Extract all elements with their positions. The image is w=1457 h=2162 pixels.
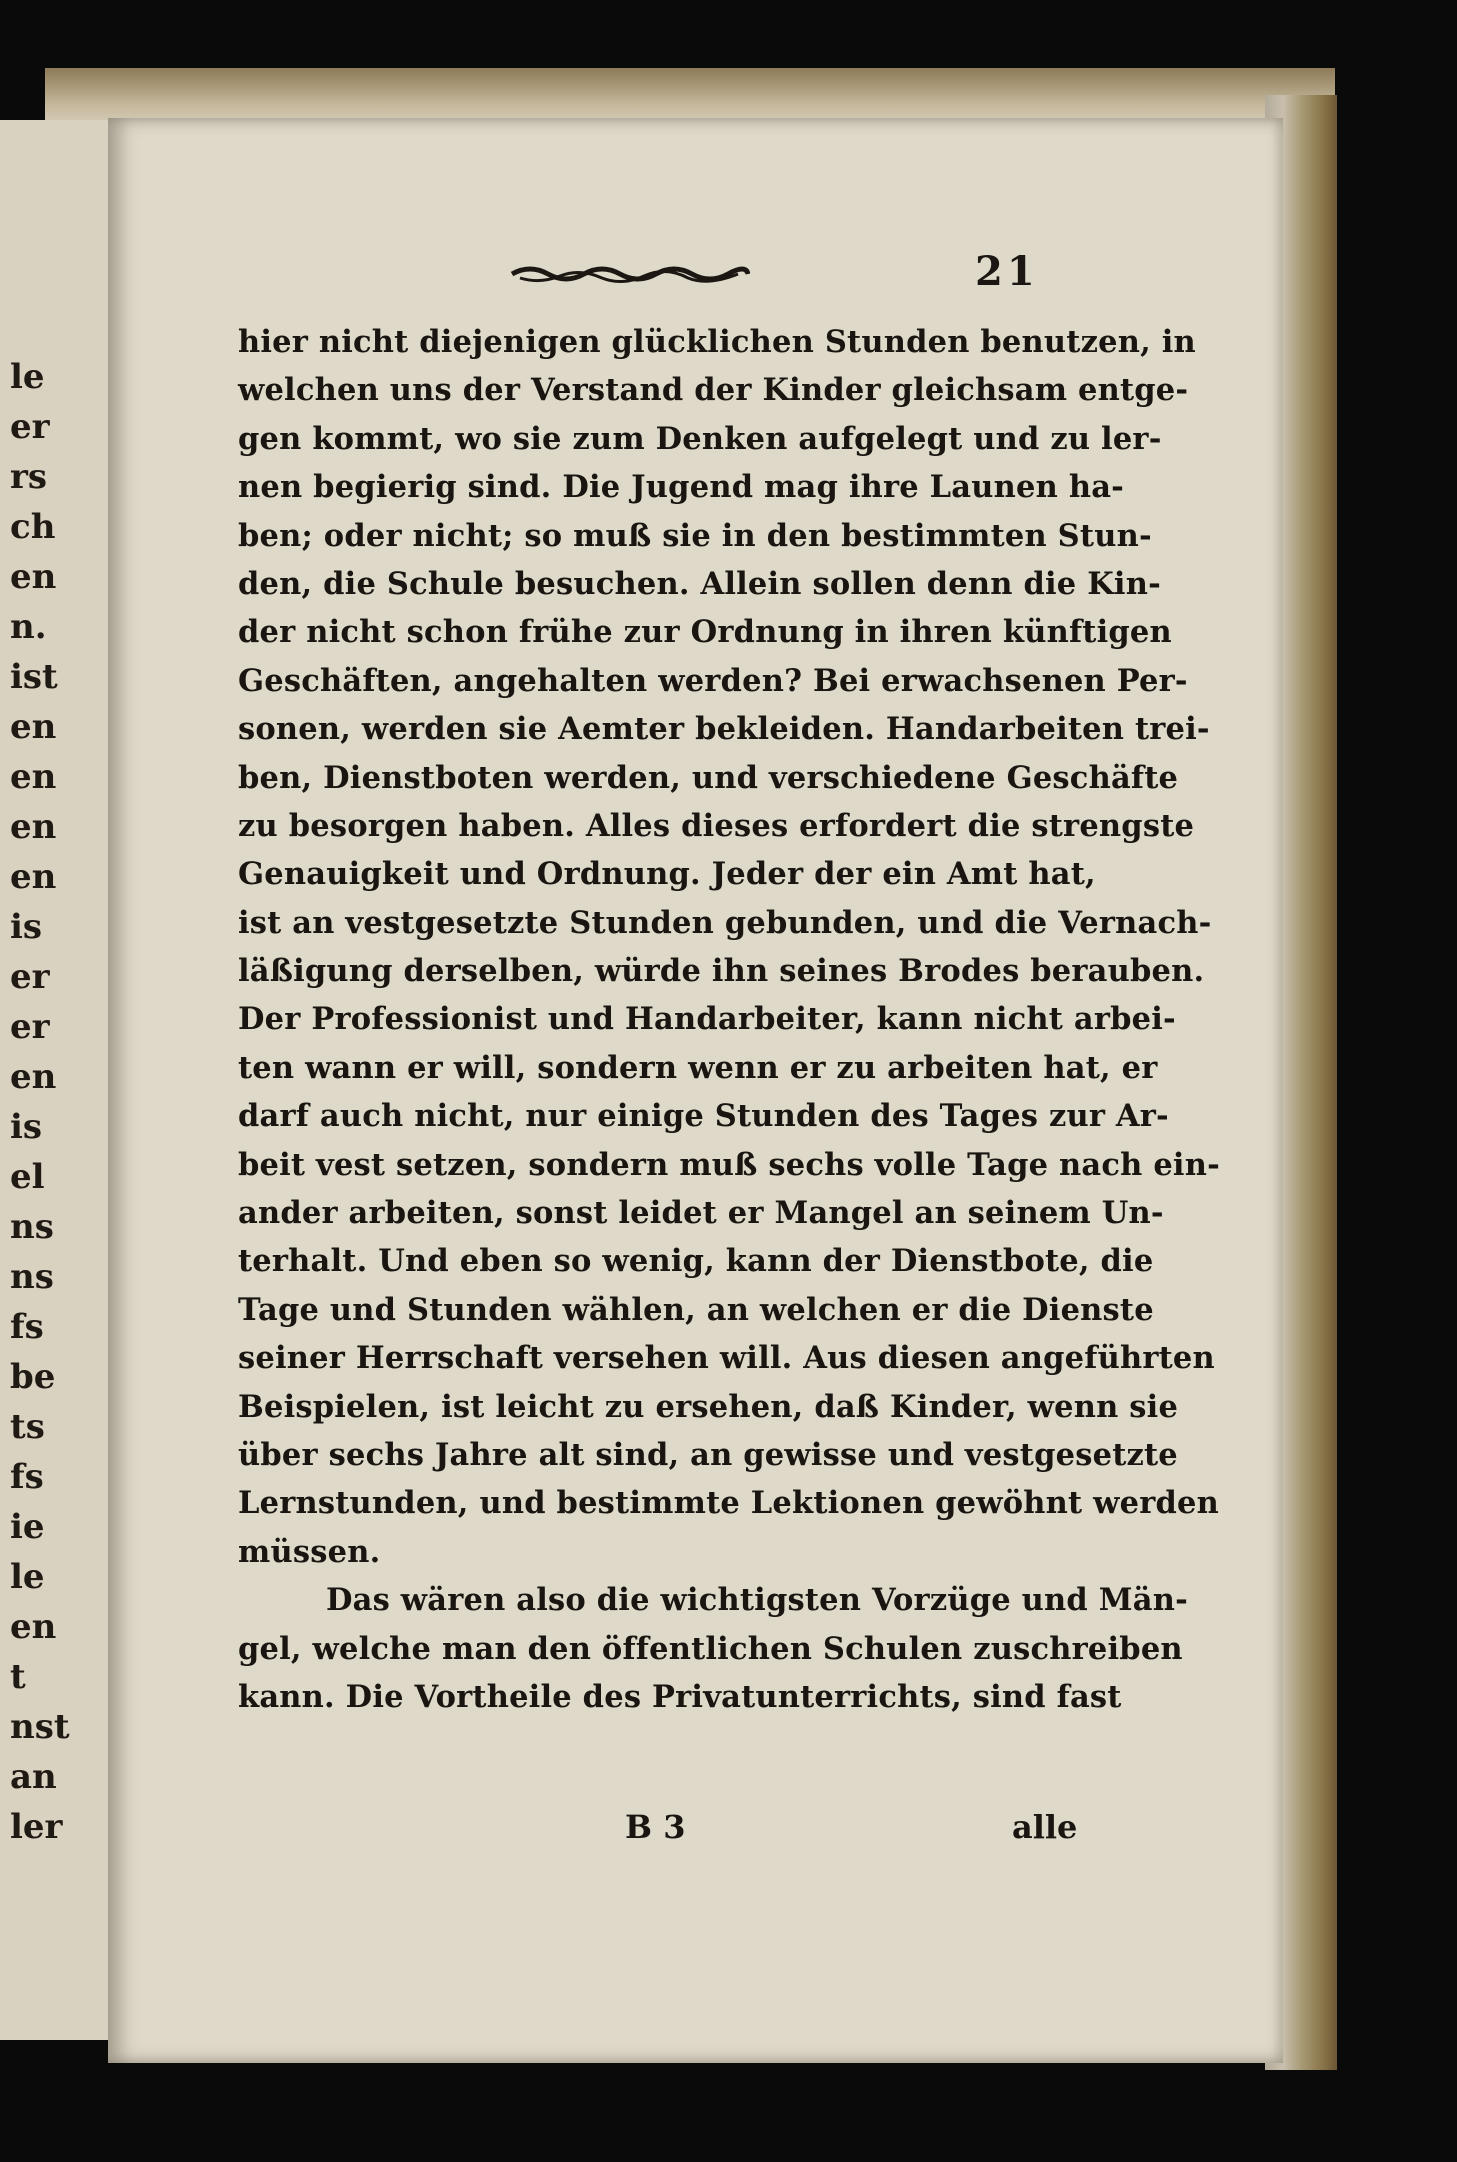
prev-page-fragment: ch [10, 507, 56, 547]
text-line: seiner Herrschaft versehen will. Aus diesen angeführten [238, 1340, 1215, 1377]
prev-page-fragment: ist [10, 657, 58, 697]
prev-page-fragment: ts [10, 1407, 45, 1447]
prev-page-fragment: ns [10, 1207, 54, 1247]
text-line: ben, Dienstboten werden, und verschiedene Geschäfte [238, 759, 1179, 796]
page-number: 21 [975, 248, 1039, 295]
text-line: den, die Schule besuchen. Allein sollen denn die Kin- [238, 565, 1161, 602]
prev-page-fragment: is [10, 907, 43, 947]
prev-page-fragment: ler [10, 1807, 63, 1847]
text-line: Geschäften, angehalten werden? Bei erwachsenen Per- [238, 662, 1188, 699]
prev-page-fragment: ie [10, 1507, 45, 1547]
text-line: hier nicht diejenigen glücklichen Stunden benutzen, in [238, 324, 1196, 360]
text-line: der nicht schon frühe zur Ordnung in ihren künftigen [238, 614, 1172, 651]
prev-page-fragment: fs [10, 1307, 44, 1347]
prev-page-fragment: en [10, 707, 57, 747]
text-line: zu besorgen haben. Alles dieses erfordert die strengste [238, 807, 1195, 844]
text-line: ist an vestgesetzte Stunden gebunden, und die Vernach- [238, 904, 1212, 941]
text-line: Beispielen, ist leicht zu ersehen, daß Kinder, wenn sie [238, 1388, 1179, 1425]
text-line: Der Professionist und Handarbeiter, kann nicht arbei- [238, 1001, 1176, 1038]
text-line: ten wann er will, sondern wenn er zu arbeiten hat, er [238, 1049, 1158, 1086]
text-line: gen kommt, wo sie zum Denken aufgelegt und zu ler- [238, 420, 1162, 457]
previous-page-edge [0, 120, 124, 2040]
body-text [238, 318, 1220, 1721]
prev-page-fragment: le [10, 1557, 45, 1597]
text-line: beit vest setzen, sondern muß sechs volle Tage nach ein- [238, 1146, 1220, 1183]
text-line: über sechs Jahre alt sind, an gewisse und vestgesetzte [238, 1436, 1178, 1473]
prev-page-fragment: le [10, 357, 45, 397]
text-line: nen begierig sind. Die Jugend mag ihre Launen ha- [238, 469, 1125, 506]
prev-page-fragment: ns [10, 1257, 54, 1297]
text-line: darf auch nicht, nur einige Stunden des Tages zur Ar- [238, 1098, 1169, 1135]
prev-page-fragment: er [10, 1007, 50, 1047]
prev-page-fragment: t [10, 1657, 26, 1697]
text-line: ben; oder nicht; so muß sie in den bestimmten Stun- [238, 517, 1152, 554]
text-line: Tage und Stunden wählen, an welchen er die Dienste [238, 1291, 1154, 1328]
text-line: Lernstunden, und bestimmte Lektionen gewöhnt werden [238, 1485, 1219, 1522]
prev-page-fragment: en [10, 557, 57, 597]
ornament-rule [510, 262, 750, 286]
prev-page-fragment: en [10, 857, 57, 897]
prev-page-fragment: en [10, 807, 57, 847]
text-line: terhalt. Und eben so wenig, kann der Dienstbote, die [238, 1243, 1154, 1280]
prev-page-fragment: er [10, 407, 50, 447]
prev-page-fragment: fs [10, 1457, 44, 1497]
prev-page-fragment: an [10, 1757, 57, 1797]
prev-page-fragment: rs [10, 457, 48, 497]
prev-page-fragment: er [10, 957, 50, 997]
text-line: müssen. [238, 1533, 381, 1570]
signature-mark: B 3 [625, 1808, 686, 1846]
text-line: Das wären also die wichtigsten Vorzüge und Män- [326, 1582, 1188, 1619]
text-line: läßigung derselben, würde ihn seines Brodes berauben. [238, 953, 1205, 990]
prev-page-fragment: en [10, 1607, 57, 1647]
prev-page-fragment: en [10, 1057, 57, 1097]
prev-page-fragment: be [10, 1357, 56, 1397]
text-line: ander arbeiten, sonst leidet er Mangel an seinem Un- [238, 1195, 1164, 1232]
text-line: sonen, werden sie Aemter bekleiden. Handarbeiten trei- [238, 711, 1210, 748]
prev-page-fragment: nst [10, 1707, 70, 1747]
prev-page-fragment: is [10, 1107, 43, 1147]
prev-page-fragment: n. [10, 607, 47, 647]
text-line: Genauigkeit und Ordnung. Jeder der ein Amt hat, [238, 856, 1096, 893]
text-line: gel, welche man den öffentlichen Schulen zuschreiben [238, 1630, 1183, 1667]
prev-page-fragment: en [10, 757, 57, 797]
prev-page-fragment: el [10, 1157, 45, 1197]
text-line: welchen uns der Verstand der Kinder gleichsam entge- [238, 372, 1189, 409]
catchword: alle [1012, 1808, 1078, 1846]
text-line: kann. Die Vortheile des Privatunterrichts, sind fast [238, 1678, 1122, 1715]
